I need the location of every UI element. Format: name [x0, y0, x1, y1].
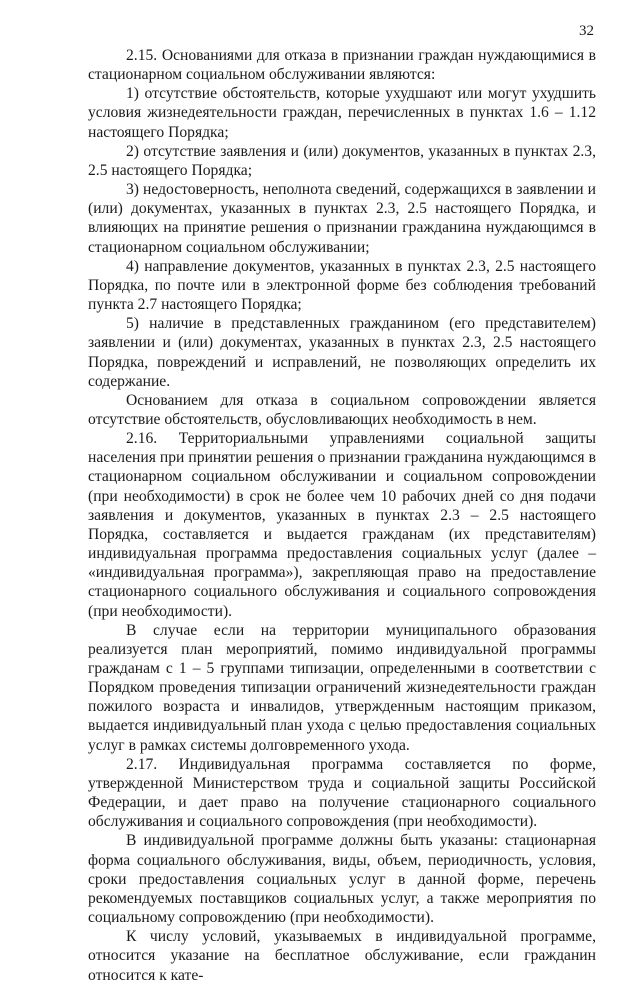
document-body — [88, 46, 596, 985]
paragraph-2-17: 2.17. Индивидуальная программа составляется по форме, утвержденной Министерством труда и социальной защиты Российской Федерации, и дает право на получение стационарного социального обслуживания и социального сопровождения (при необходимости). — [88, 755, 596, 831]
paragraph-program-contents: В индивидуальной программе должны быть указаны: стационарная форма социального обслуживания, виды, объем, периодичность, условия, сроки предоставления социальных услуг в данной форме, перечень рекомендуемых поставщиков социальных услуг, а также мероприятия по социальному сопровождению (при необходимости). — [88, 832, 596, 927]
list-item-1: 1) отсутствие обстоятельств, которые ухудшают или могут ухудшить условия жизнедеятельности граждан, перечисленных в пунктах 1.6 – 1.12 настоящего Порядка; — [88, 85, 596, 141]
paragraph-2-16: 2.16. Территориальными управлениями социальной защиты населения при принятии решения о признании гражданина нуждающимся в стационарном социальном обслуживании и социальном сопровождении (при необходимости) в срок не более чем 10 рабочих дней со дня подачи заявления и документов, указанных в пунктах 2.3 – 2.5 настоящего Порядка, составляется и выдается гражданам (их представителям) индивидуальная программа предоставления социальных услуг (далее – «индивидуальная программа»), закрепляющая право на предоставление стационарного социального обслуживания и социального сопровождения (при необходимости). — [88, 430, 596, 620]
list-item-4: 4) направление документов, указанных в пунктах 2.3, 2.5 настоящего Порядка, по почте или в электронной форме без соблюдения требований пункта 2.7 настоящего Порядка; — [88, 257, 596, 314]
paragraph-conditions: К числу условий, указываемых в индивидуальной программе, относится указание на бесплатное обслуживание, если гражданин относится к кате- — [88, 928, 596, 984]
paragraph-2-15: 2.15. Основаниями для отказа в признании граждан нуждающимися в стационарном социальном обслуживании являются: — [88, 47, 596, 84]
list-item-2: 2) отсутствие заявления и (или) документов, указанных в пунктах 2.3, 2.5 настоящего Порядка; — [88, 142, 596, 179]
paragraph-refusal-support: Основанием для отказа в социальном сопровождении является отсутствие обстоятельств, обусловливающих необходимость в нем. — [88, 391, 596, 428]
list-item-5: 5) наличие в представленных гражданином (его представителем) заявлении и (или) документах, указанных в пунктах 2.3, 2.5 настоящего Порядка, повреждений и исправлений, не позволяющих определить их содержание. — [88, 315, 596, 390]
page-number: 32 — [579, 23, 594, 39]
list-item-3: 3) недостоверность, неполнота сведений, содержащихся в заявлении и (или) документах, указанных в пунктах 2.3, 2.5 настоящего Порядка, и влияющих на принятие решения о признании гражданина нуждающимся в стационарном социальном обслуживании; — [88, 181, 596, 256]
paragraph-care-plan: В случае если на территории муниципального образования реализуется план мероприятий, помимо индивидуальной программы гражданам с 1 – 5 группами типизации, определенными в соответствии с Порядком проведения типизации ограничений жизнедеятельности граждан пожилого возраста и инвалидов, утвержденным настоящим приказом, выдается индивидуальный план ухода с целью предоставления социальных услуг в рамках системы долговременного ухода. — [88, 621, 596, 754]
